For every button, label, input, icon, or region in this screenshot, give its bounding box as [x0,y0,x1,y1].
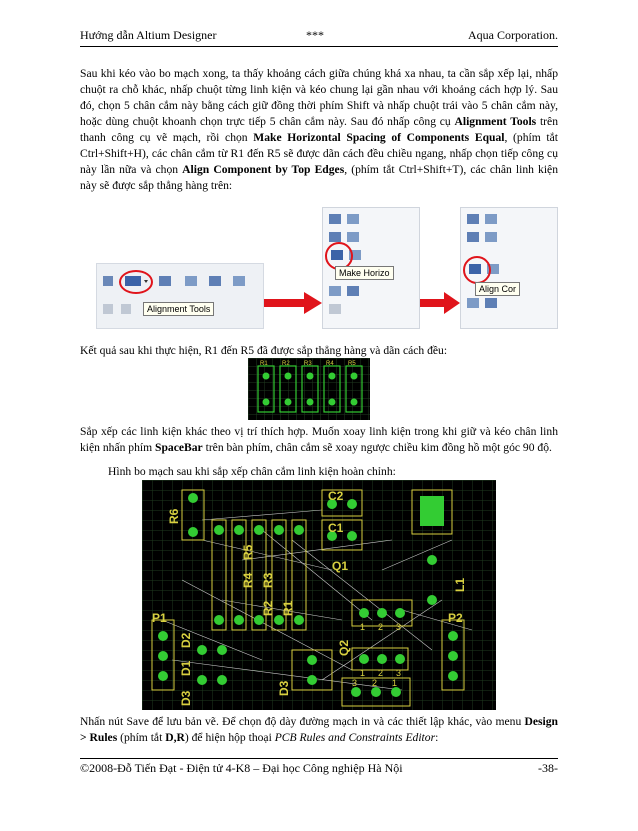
pcb-pin-label: 2 [378,622,384,632]
pcb-label: D3 [179,690,193,706]
para1-text-1: Sau khi kéo vào bo mạch xong, ta thấy khoảng cách giữa chúng khá xa nhau, ta cần sắp xếp lại, nhấp chuột ra chỗ khác, nhấp chuột từng linh kiện và kéo chung lại gần nhau với khoảng cách hợp lý. Sau đó, chọn 5 chân cắm này bằng cách giữ đồng thời phím Shift và nhấp chuột trái vào 5 chân cắm này, hoặc dùng chuột khoanh chọn trực tiếp 5 chân cắm này. Sau đó nhấp công cụ [80,67,558,128]
para5-text-4: : [435,731,439,744]
paragraph-3 [80,424,558,456]
page-header [80,28,558,47]
footer-left: ©2008-Đỗ Tiến Đạt - Điện tử 4-K8 – Đại học Công nghiệp Hà Nội [80,761,403,775]
para5-text-1: Nhấn nút Save để lưu bản vẽ. Để chọn độ dày đường mạch in và các thiết lập khác, vào menu [80,715,525,728]
pcb-pin-label: 3 [352,678,358,688]
para1-bold-alignment-tools: Alignment Tools [454,115,537,128]
pcb-label: Q2 [337,639,351,656]
pcb-label: C1 [328,521,344,535]
pcb-label: R6 [167,508,181,524]
pcb-label: D3 [277,680,291,696]
pcb-label: Q1 [332,559,349,573]
align-top-menu-screenshot [460,207,558,329]
pcb-label: R1 [260,361,268,367]
pcb-label: R2 [261,600,275,616]
pcb-label: P1 [152,611,167,625]
para1-text-3: , (phím tắt Ctrl+Shift+H), các chân cắm từ R1 đến R5 sẽ được dãn cách đều chiều ngang, nhấp chọn tiếp công cụ này lần nữa và chọn [80,131,558,176]
pcb-pin-label: 3 [396,622,402,632]
tooltip-alignment-tools: Alignment Tools [143,302,214,316]
pcb-label: R4 [326,361,334,367]
pcb-label: P2 [448,611,463,625]
make-horizontal-menu-screenshot [322,207,420,329]
paragraph-4: Hình bo mạch sau khi sắp xếp chân cắm linh kiện hoàn chỉnh: [108,465,396,478]
pcb-label: R2 [282,361,290,367]
pcb-aligned-resistors [248,358,370,420]
para1-text-4: , (phím tắt Ctrl+Shift+T), các chân linh kiện này sẽ được sắp thẳng hàng trên: [80,163,558,192]
pcb-label: D2 [179,632,193,648]
pcb-label: D1 [179,660,193,676]
para5-bold-shortcut: D,R [165,731,185,744]
pcb-label: R5 [348,361,356,367]
page-number: -38- [538,761,558,775]
pcb-pin-label: 2 [372,678,378,688]
para5-italic-dialog: PCB Rules and Constraints Editor [274,731,436,744]
pcb-complete-layout [142,480,496,710]
pcb-pin-label: 3 [396,668,402,678]
red-arrow-icon [264,290,324,316]
pcb-pin-label: 1 [360,622,366,632]
para1-bold-make-horizontal: Make Horizontal Spacing of Components Equal [253,131,505,144]
header-right: Aqua Corporation. [468,28,558,42]
page-footer [80,758,558,776]
para3-text-2: trên bàn phím, chân cắm sẽ xoay ngược chiều kim đồng hồ một góc 90 độ. [202,441,552,454]
pcb-small-graphic [248,358,370,420]
paragraph-2: Kết quả sau khi thực hiện, R1 đến R5 đã được sắp thẳng hàng và dãn cách đều: [80,344,448,357]
paragraph-1 [80,66,558,194]
para5-text-3: ) để hiện hộp thoại [184,731,275,744]
para1-bold-align-top: Align Component by Top Edges [182,163,345,176]
red-arrow-icon [420,290,462,316]
para3-bold-spacebar: SpaceBar [155,441,203,454]
pcb-label: R3 [261,572,275,588]
highlight-circle [119,270,153,294]
para5-text-2: (phím tắt [117,731,166,744]
paragraph-5 [80,714,558,746]
alignment-toolbar-screenshot [96,263,264,329]
pcb-label: C2 [328,489,344,503]
pcb-label: L1 [453,577,467,592]
tooltip-align-top: Align Cor [475,282,520,296]
pcb-pin-label: 1 [392,678,398,688]
pcb-label: R3 [304,361,312,367]
pcb-pin-label: 2 [378,668,384,678]
header-left: Hướng dẫn Altium Designer [80,28,217,42]
header-center: *** [306,28,324,42]
highlight-circle [463,256,491,284]
tooltip-make-horizontal: Make Horizo [335,266,394,280]
para1-text-2: trên thanh công cụ vẽ mạch, rồi chọn [80,115,558,144]
para5-bold-design-rules: Design > Rules [80,715,558,744]
pcb-label: R4 [241,572,255,588]
para3-text-1: Sắp xếp các linh kiện khác theo vị trí thích hợp. Muốn xoay linh kiện trong khi giữ và kéo chân linh kiện nhấn phím [80,425,558,454]
pcb-label: R1 [281,600,295,616]
pcb-label: R5 [241,544,255,560]
pcb-pin-label: 1 [360,668,366,678]
pcb-large-graphic [142,480,496,710]
